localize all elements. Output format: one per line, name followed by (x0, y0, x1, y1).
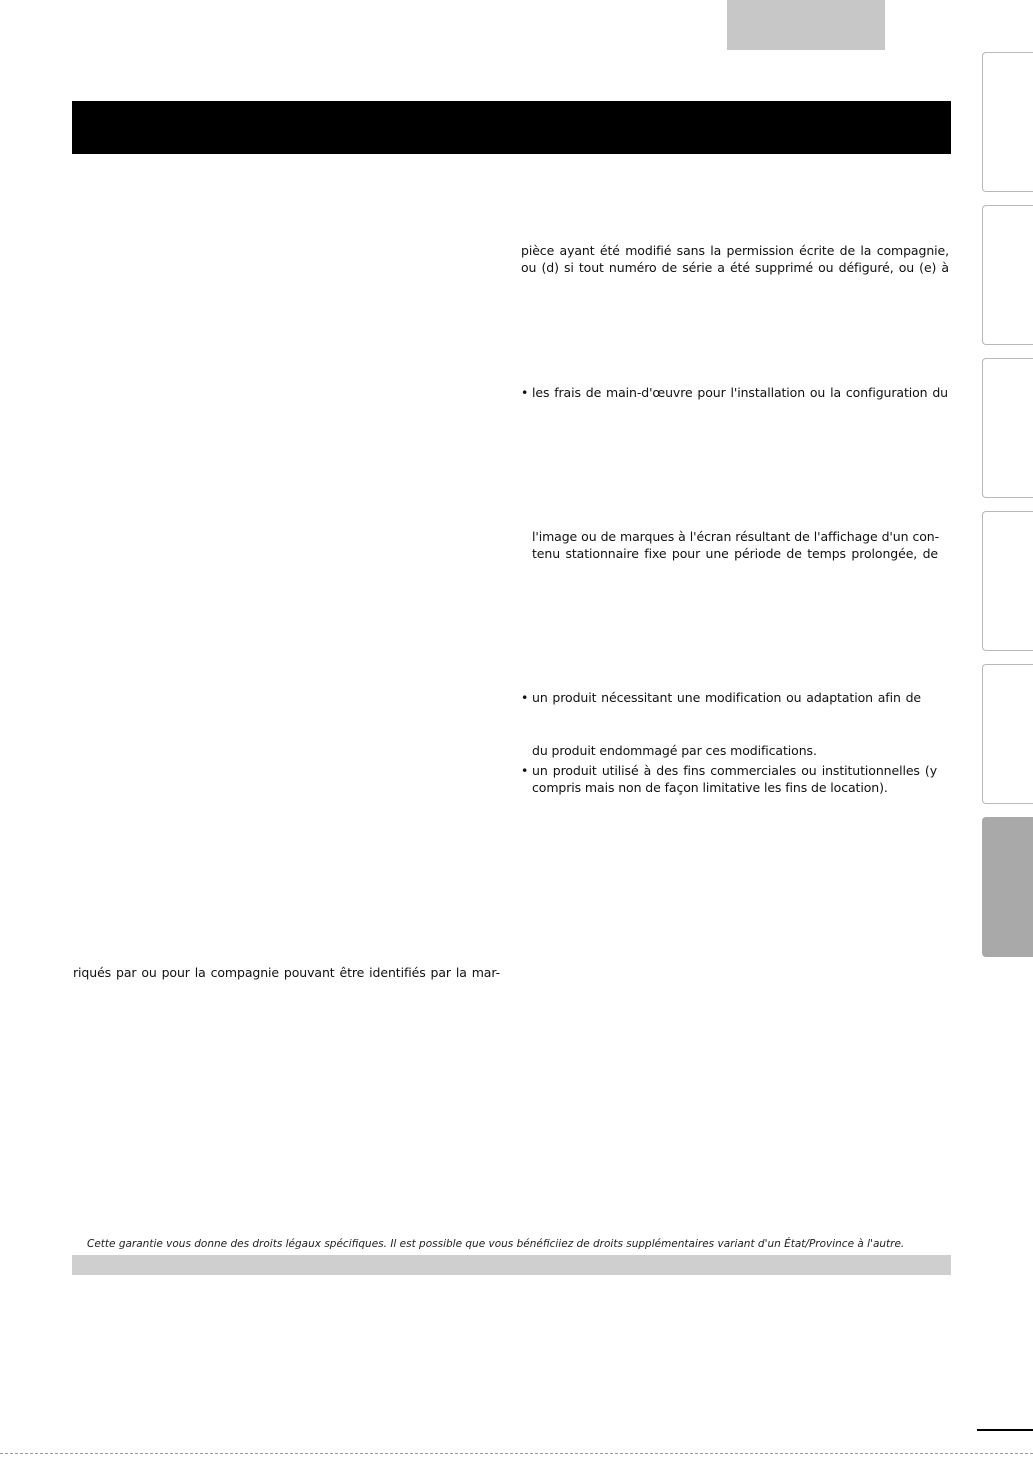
exclusion-labor-line: les frais de main-d'œuvre pour l'installation ou la configuration du (532, 385, 948, 400)
side-tab-4[interactable] (982, 511, 1033, 651)
bullet-glyph: • (521, 690, 529, 705)
exclusion-image-line: l'image ou de marques à l'écran résultant de l'affichage d'un con- (532, 529, 939, 544)
exclusion-modification-line: un produit nécessitant une modification ou adaptation afin de (532, 690, 921, 705)
warranty-text-line: pièce ayant été modifié sans la permission écrite de la compagnie, (521, 243, 949, 258)
side-tab-6-active[interactable] (982, 817, 1033, 957)
side-tab-5[interactable] (982, 664, 1033, 804)
side-tab-2[interactable] (982, 205, 1033, 345)
page-number-rule (977, 1429, 1033, 1431)
warranty-text-line: ou (d) si tout numéro de série a été supprimé ou défiguré, ou (e) à (521, 260, 949, 275)
warranty-left-text-line: riqués par ou pour la compagnie pouvant être identifiés par la mar- (73, 965, 500, 980)
bottom-dashed-border (0, 1453, 1033, 1454)
language-box (727, 0, 885, 50)
exclusion-modification-continuation: du produit endommagé par ces modifications. (532, 743, 817, 758)
side-tab-3[interactable] (982, 358, 1033, 498)
bullet-glyph: • (521, 385, 529, 400)
side-tab-1[interactable] (982, 52, 1033, 192)
exclusion-image-line: tenu stationnaire fixe pour une période de temps prolongée, de (532, 546, 938, 561)
footer-bar (72, 1255, 951, 1275)
section-title-bar (72, 101, 951, 154)
legal-rights-note: Cette garantie vous donne des droits légaux spécifiques. Il est possible que vous bénéficiiez de droits supplémentaires variant d'un État/Province à l'autre. (87, 1238, 905, 1250)
exclusion-commercial-line: un produit utilisé à des fins commerciales ou institutionnelles (y (532, 763, 937, 778)
bullet-glyph: • (521, 763, 529, 778)
exclusion-commercial-line: compris mais non de façon limitative les fins de location). (532, 780, 888, 795)
